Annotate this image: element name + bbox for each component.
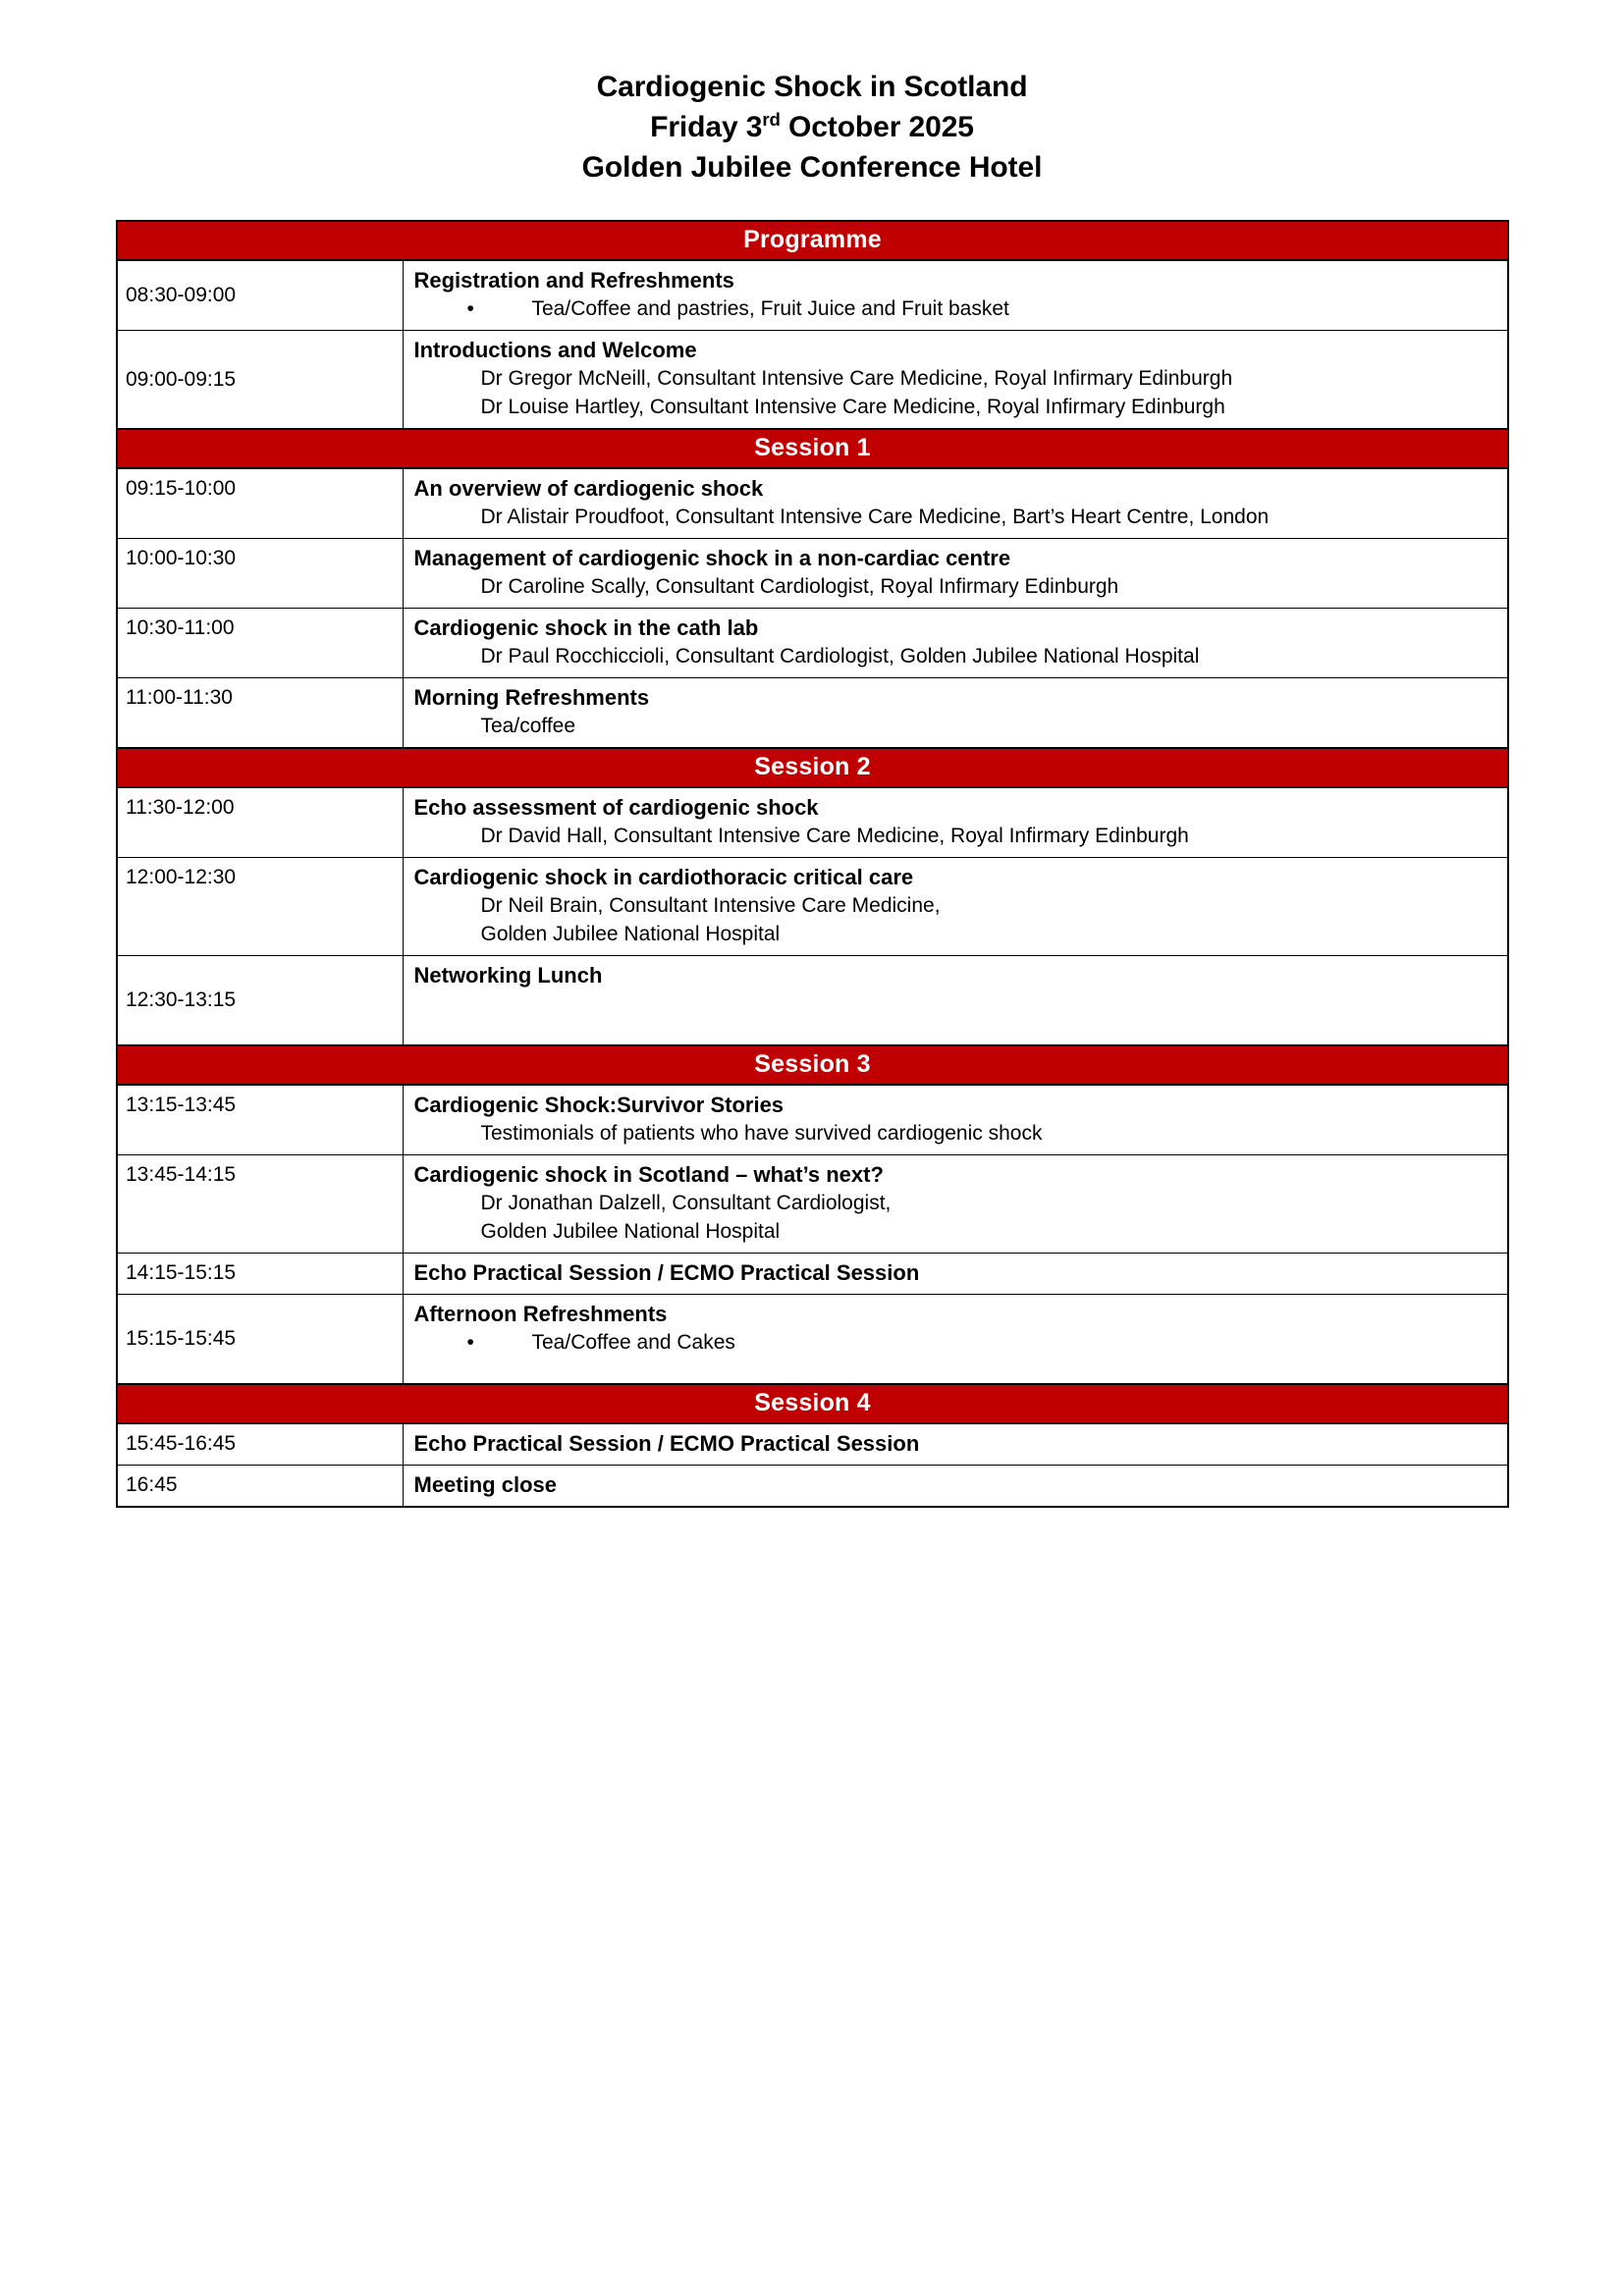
session-time-cell: 10:00-10:30 [117,539,403,609]
session-time-cell: 12:30-13:15 [117,956,403,1046]
page-title: Cardiogenic Shock in Scotland [596,71,1028,103]
programme-row [117,1466,1508,1508]
session-time-cell: 12:00-12:30 [117,858,403,956]
session-time-cell: 15:45-16:45 [117,1423,403,1466]
session-detail-cell [403,260,1508,331]
session-header-cell [117,748,1508,787]
session-detail-cell [403,858,1508,956]
session-speaker-line: Dr Louise Hartley, Consultant Intensive Care Medicine, Royal Infirmary Edinburgh [480,396,1225,418]
programme-row [117,1295,1508,1385]
bullet-point-icon: • [466,1331,474,1354]
programme-row [117,678,1508,749]
session-time-cell: 15:15-15:45 [117,1295,403,1385]
session-detail-cell [403,468,1508,539]
session-time-cell: 10:30-11:00 [117,609,403,678]
programme-row [117,1155,1508,1254]
session-detail-cell [403,1466,1508,1508]
session-header-row [117,429,1508,468]
session-detail-cell [403,1295,1508,1385]
session-title: Meeting close [413,1472,557,1497]
session-time-cell: 14:15-15:15 [117,1254,403,1295]
session-speaker-line: Dr Caroline Scally, Consultant Cardiologist, Royal Infirmary Edinburgh [480,575,1119,598]
session-title: Management of cardiogenic shock in a non-cardiac centre [413,546,1011,570]
session-detail-cell [403,1085,1508,1155]
session-header-row [117,221,1508,260]
programme-row [117,787,1508,858]
session-header-label: Programme [743,226,882,253]
session-header-row [117,1045,1508,1085]
session-header-row [117,748,1508,787]
session-time-cell: 11:00-11:30 [117,678,403,749]
session-detail-cell [403,1155,1508,1254]
session-bullet-text: Tea/Coffee and pastries, Fruit Juice and Fruit basket [531,297,1009,320]
programme-row [117,1254,1508,1295]
programme-table-wrapper [116,220,1507,1508]
session-bullet-item [414,1328,1498,1357]
session-speaker-line: Tea/coffee [480,715,576,737]
session-time-cell: 11:30-12:00 [117,787,403,858]
session-header-label: Session 2 [754,753,871,780]
session-time-cell: 09:00-09:15 [117,331,403,430]
session-title: Networking Lunch [413,963,603,988]
session-title: An overview of cardiogenic shock [413,476,764,501]
programme-row [117,539,1508,609]
event-date-line [0,107,1624,147]
session-header-label: Session 4 [754,1389,871,1416]
session-bullet-item [414,294,1498,323]
session-speaker-line: Dr David Hall, Consultant Intensive Care Medicine, Royal Infirmary Edinburgh [480,825,1189,847]
session-title: Cardiogenic shock in Scotland – what’s next? [413,1162,884,1187]
ordinal-suffix: rd [762,109,781,130]
session-speaker-line: Golden Jubilee National Hospital [480,923,781,945]
programme-row [117,331,1508,430]
session-title: Echo Practical Session / ECMO Practical Session [413,1431,920,1456]
programme-row [117,1085,1508,1155]
session-detail-cell [403,678,1508,749]
session-title: Afternoon Refreshments [413,1302,668,1326]
session-detail-cell [403,1254,1508,1295]
session-speaker-line: Golden Jubilee National Hospital [480,1220,781,1243]
programme-row [117,1423,1508,1466]
session-title: Cardiogenic shock in the cath lab [413,615,759,640]
session-header-cell [117,221,1508,260]
session-header-label: Session 3 [754,1050,871,1078]
session-title: Registration and Refreshments [413,268,734,293]
session-time-cell: 13:45-14:15 [117,1155,403,1254]
programme-row [117,609,1508,678]
bullet-point-icon: • [466,297,474,320]
session-detail-cell [403,331,1508,430]
document-title-block [0,0,1624,187]
session-title: Echo assessment of cardiogenic shock [413,795,819,820]
programme-row [117,956,1508,1046]
event-venue-line: Golden Jubilee Conference Hotel [581,151,1043,184]
programme-row [117,858,1508,956]
session-speaker-line: Dr Alistair Proudfoot, Consultant Intensive Care Medicine, Bart’s Heart Centre, London [480,506,1270,528]
session-speaker-line: Dr Neil Brain, Consultant Intensive Care Medicine, [480,894,941,917]
session-header-cell [117,1384,1508,1423]
session-detail-cell [403,787,1508,858]
session-speaker-line: Dr Paul Rocchiccioli, Consultant Cardiologist, Golden Jubilee National Hospital [480,645,1200,667]
session-detail-cell [403,609,1508,678]
session-detail-cell [403,539,1508,609]
session-detail-cell [403,956,1508,1046]
session-title: Cardiogenic shock in cardiothoracic critical care [413,865,914,889]
session-bullet-text: Tea/Coffee and Cakes [531,1331,735,1354]
session-detail-cell [403,1423,1508,1466]
session-speaker-line: Dr Jonathan Dalzell, Consultant Cardiologist, [480,1192,892,1214]
session-time-cell: 16:45 [117,1466,403,1508]
programme-table [116,220,1509,1508]
event-date-month-year: October 2025 [780,111,974,143]
session-speaker-line: Testimonials of patients who have survived cardiogenic shock [480,1122,1043,1145]
session-title: Cardiogenic Shock:Survivor Stories [413,1093,785,1117]
session-time-cell: 13:15-13:45 [117,1085,403,1155]
programme-row [117,468,1508,539]
session-header-row [117,1384,1508,1423]
session-time-cell: 08:30-09:00 [117,260,403,331]
programme-row [117,260,1508,331]
session-header-label: Session 1 [754,434,871,461]
session-header-cell [117,1045,1508,1085]
programme-table-body [117,221,1508,1507]
session-speaker-line: Dr Gregor McNeill, Consultant Intensive Care Medicine, Royal Infirmary Edinburgh [480,367,1233,390]
session-time-cell: 09:15-10:00 [117,468,403,539]
session-header-cell [117,429,1508,468]
session-title: Echo Practical Session / ECMO Practical Session [413,1260,920,1285]
session-title: Introductions and Welcome [413,338,697,362]
event-date-text: Friday 3 [650,111,763,143]
session-title: Morning Refreshments [413,685,650,710]
